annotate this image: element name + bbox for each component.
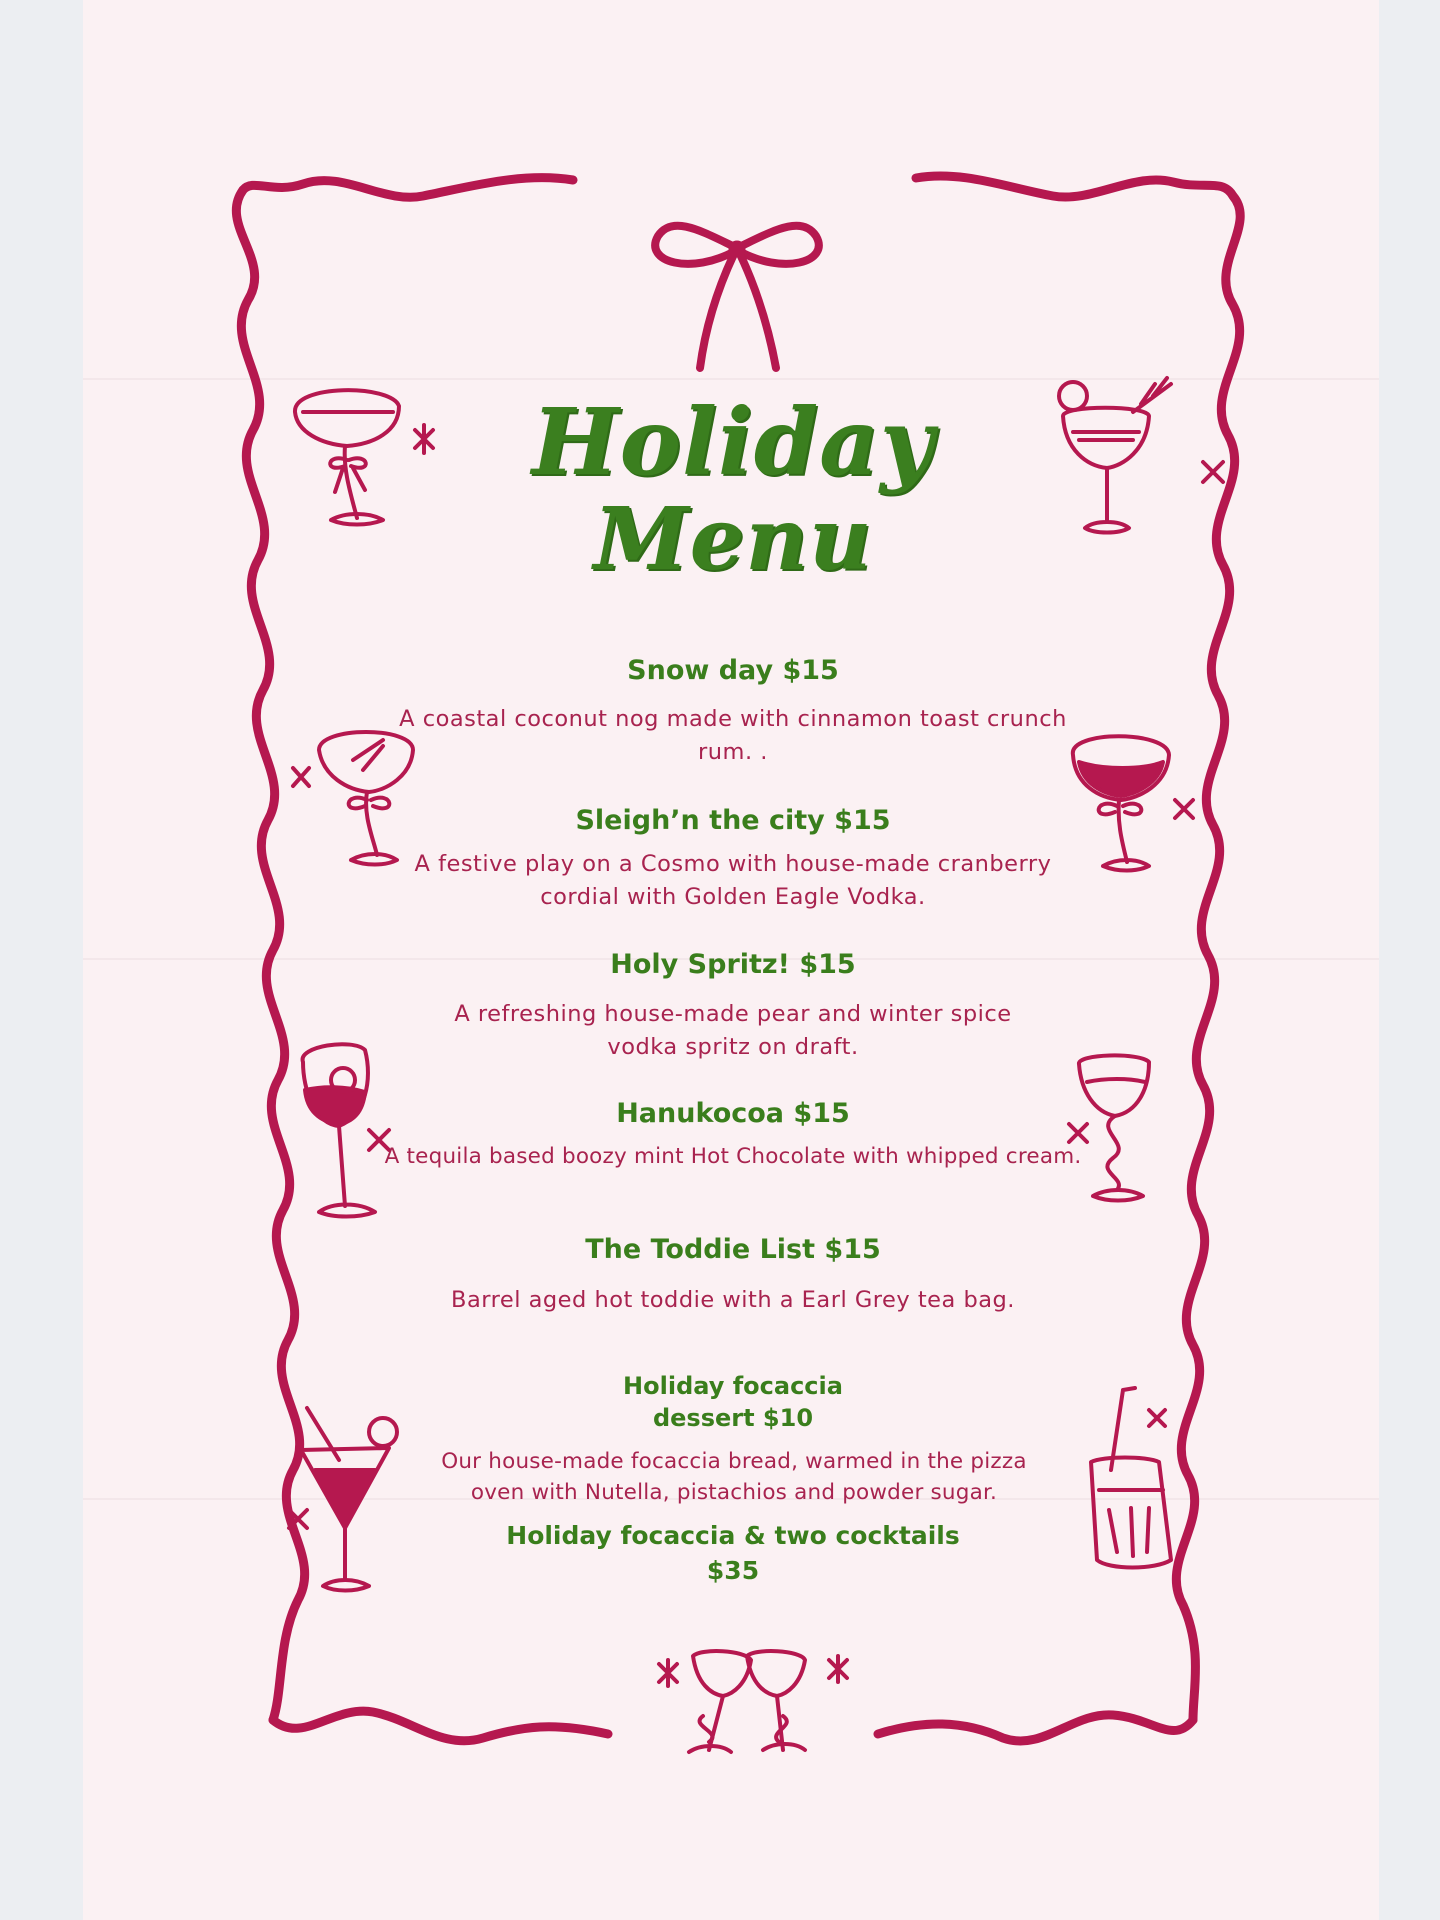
menu-item-name: Holiday focaccia dessert $10 <box>623 1372 843 1432</box>
menu-item-description: A refreshing house-made pear and winter spice vodka spritz on draft. <box>454 1001 1012 1060</box>
menu-item-description: A tequila based boozy mint Hot Chocolate with whipped cream. <box>384 1144 1082 1169</box>
menu-item-name: Sleigh’n the city $15 <box>575 805 891 836</box>
ribbon-bow-icon <box>655 226 819 368</box>
garnished-cocktail-icon <box>1059 378 1223 533</box>
menu-title-line-2: Menu <box>593 489 873 590</box>
menu-item-description: A festive play on a Cosmo with house-made cranberry cordial with Golden Eagle Vodka. <box>414 851 1052 910</box>
menu-item-name: Holy Spritz! $15 <box>610 949 856 980</box>
coupe-glass-icon <box>295 390 433 524</box>
highball-glass-icon <box>1091 1388 1171 1568</box>
menu-item-name: Snow day $15 <box>627 655 839 686</box>
menu-item-description: A coastal coconut nog made with cinnamon toast crunch rum. . <box>399 706 1067 765</box>
toasting-glasses-icon <box>659 1651 847 1752</box>
menu-item-description: Barrel aged hot toddie with a Earl Grey tea bag. <box>451 1287 1015 1313</box>
menu-page <box>83 0 1379 1920</box>
menu-title-line-1: Holiday <box>531 388 935 496</box>
menu-item-name: The Toddie List $15 <box>585 1234 881 1265</box>
menu-item-name: Hanukocoa $15 <box>616 1098 850 1129</box>
combo-offer: Holiday focaccia & two cocktails $35 <box>506 1521 960 1585</box>
menu-item-description: Our house-made focaccia bread, warmed in the pizza oven with Nutella, pistachios and powder sugar. <box>441 1449 1027 1505</box>
